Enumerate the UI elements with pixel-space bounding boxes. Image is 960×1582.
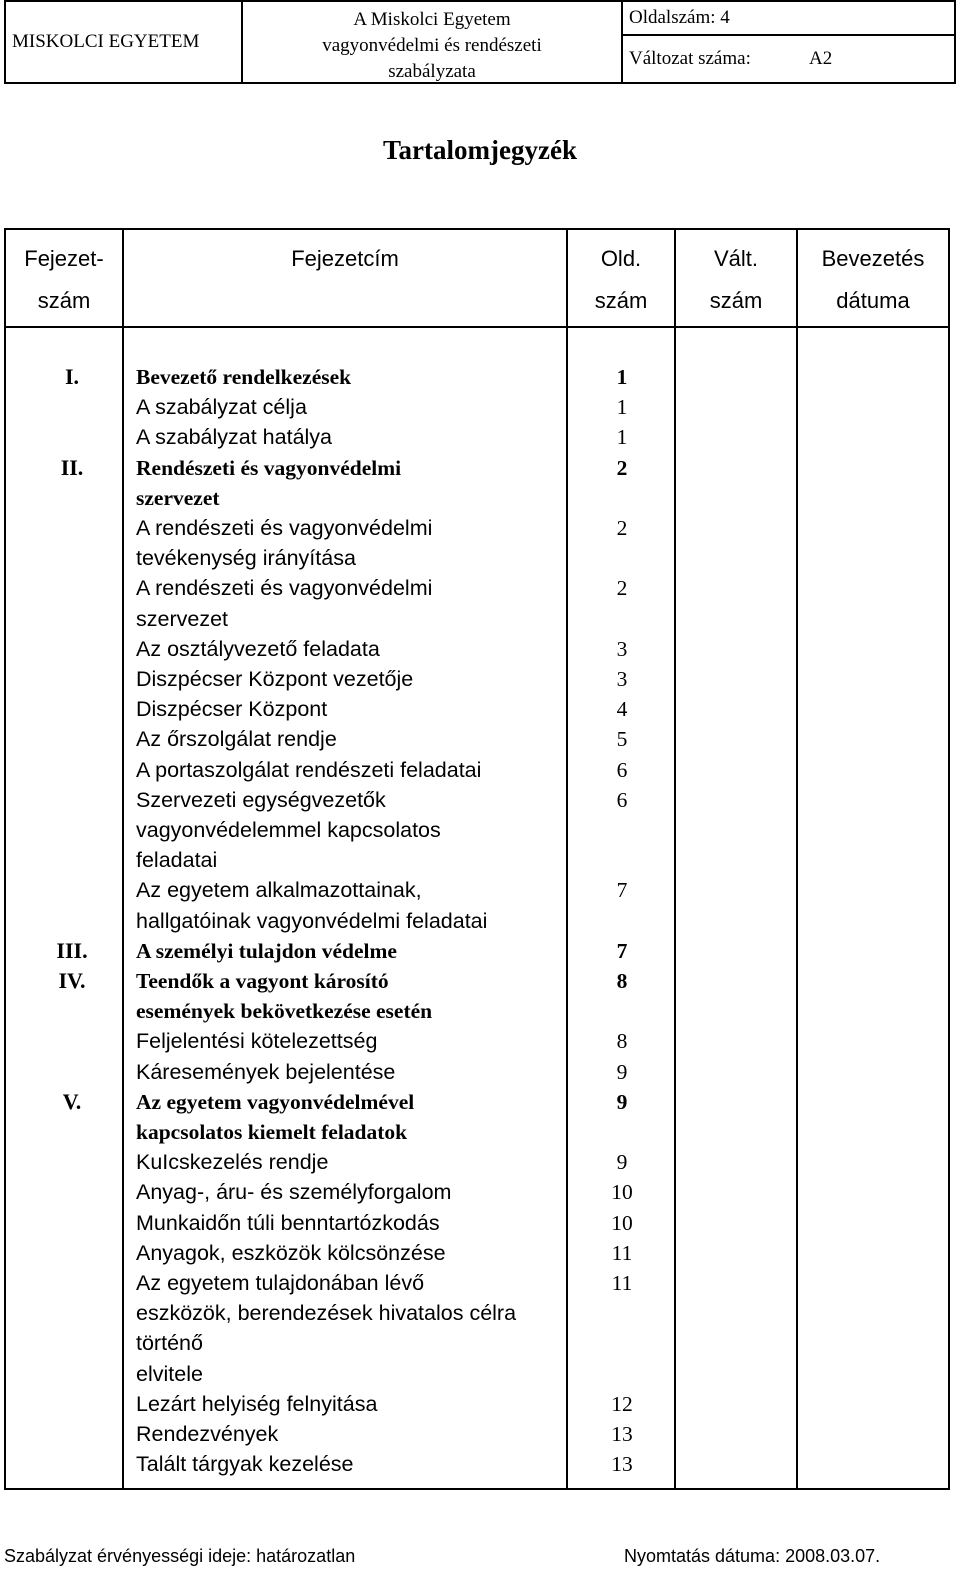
toc-entry-title: szervezet (136, 485, 220, 510)
page-number-label: Oldalszám: 4 (623, 2, 954, 36)
toc-entry-title: KuIcskezelés rendje (136, 1150, 329, 1175)
toc-column-divider (674, 228, 676, 1490)
toc-entry-page: 8 (616, 1029, 628, 1054)
toc-entry-title: Anyagok, eszközök kölcsönzése (136, 1240, 446, 1265)
toc-entry-page: 3 (616, 667, 628, 691)
col-header-intro-date-line-2: dátuma (836, 288, 910, 313)
toc-entry-page: 3 (616, 636, 628, 661)
toc-entry-page: 4 (616, 697, 628, 722)
toc-column-divider (566, 228, 568, 1490)
toc-entry-title: események bekövetkezése esetén (136, 999, 433, 1024)
toc-column-divider (796, 228, 798, 1490)
col-header-intro-date (798, 238, 948, 322)
toc-entry-title: történő (136, 1331, 203, 1356)
toc-entry-title: Lezárt helyiség felnyitása (136, 1391, 378, 1416)
toc-entry-page: 1 (616, 395, 628, 420)
toc-header-divider (4, 326, 950, 328)
toc-entry-title: A szabályzat hatálya (136, 425, 333, 450)
version-row (623, 36, 954, 82)
toc-chapter-number: V. (62, 1088, 82, 1114)
toc-entry-title: tevékenység irányítása (136, 546, 356, 571)
toc-entry-page: 9 (616, 1150, 628, 1175)
toc-entry-page: 13 (611, 1452, 633, 1477)
toc-entry-page: 2 (616, 516, 628, 540)
col-header-page-line-2: szám (594, 288, 648, 313)
document-title-block (243, 2, 623, 82)
toc-entry-title: Az osztályvezető feladata (136, 636, 380, 661)
toc-entry-title: feladatai (136, 848, 218, 873)
footer-print-date: Nyomtatás dátuma: 2008.03.07. (624, 1546, 881, 1566)
toc-entry-title: Rendezvények (136, 1422, 279, 1446)
toc-entry-page: 9 (616, 1059, 628, 1084)
toc-entry-title: Az egyetem vagyonvédelmével (136, 1089, 415, 1114)
col-header-version-line-1: Vált. (713, 246, 759, 271)
toc-entry-title: A rendészeti és vagyonvédelmi (136, 576, 433, 601)
toc-entry-page: 8 (616, 969, 628, 993)
col-header-intro-date-line-1: Bevezetés (821, 246, 925, 271)
toc-entry-title: Anyag-, áru- és személyforgalom (136, 1180, 452, 1205)
toc-entry-title: elvitele (136, 1361, 203, 1386)
toc-entry-page: 11 (611, 1240, 633, 1265)
toc-entry-title: Diszpécser Központ (136, 697, 328, 722)
university-name: MISKOLCI EGYETEM (6, 2, 243, 82)
col-header-version-line-2: szám (709, 288, 763, 313)
col-header-chapter-number-line-2: szám (37, 288, 91, 313)
toc-column-divider (122, 228, 124, 1490)
toc-entry-title: vagyonvédelemmel kapcsolatos (136, 818, 441, 842)
toc-entry-title: Bevezető rendelkezések (136, 365, 352, 389)
toc-entry-title: Rendészeti és vagyonvédelmi (136, 455, 402, 480)
toc-entry-title: Káresemények bejelentése (136, 1059, 396, 1084)
toc-entry-page: 2 (616, 576, 628, 601)
page-version-block (623, 2, 954, 82)
col-header-version (676, 238, 796, 322)
col-header-chapter-number (6, 238, 122, 322)
toc-entry-title: Szervezeti egységvezetők (136, 787, 386, 812)
toc-entry-page: 6 (616, 757, 628, 782)
toc-entry-title: A portaszolgálat rendészeti feladatai (136, 757, 482, 782)
toc-entry-page: 6 (616, 787, 628, 812)
col-header-chapter-title (124, 238, 566, 280)
toc-entry-title: kapcsolatos kiemelt feladatok (136, 1120, 408, 1144)
toc-chapter-number: IV. (58, 968, 86, 993)
toc-entry-page: 7 (616, 878, 628, 903)
toc-entry-page: 2 (616, 455, 628, 480)
toc-entry-title: Talált tárgyak kezelése (136, 1452, 354, 1477)
toc-chapter-number: I. (64, 364, 80, 389)
toc-entry-title: A személyi tulajdon védelme (136, 938, 397, 963)
toc-entry-page: 13 (611, 1422, 633, 1446)
toc-entry-page: 10 (611, 1180, 633, 1205)
toc-entry-title: Az őrszolgálat rendje (136, 727, 337, 752)
document-header (4, 0, 956, 84)
col-header-chapter-number-line-1: Fejezet- (24, 246, 104, 271)
toc-chapter-number: III. (56, 937, 88, 963)
document-title-line-3: szabályzata (388, 61, 476, 82)
toc-entry-title: Diszpécser Központ vezetője (136, 667, 414, 691)
footer-validity: Szabályzat érvényességi ideje: határozatlan (4, 1546, 356, 1566)
toc-entry-page: 7 (616, 938, 628, 963)
toc-entry-title: Az egyetem alkalmazottainak, (136, 878, 422, 903)
toc-entry-page: 1 (616, 425, 628, 450)
document-title-line-2: vagyonvédelmi és rendészeti (322, 35, 542, 56)
toc-entry-page: 12 (611, 1391, 633, 1416)
toc-entry-title: A rendészeti és vagyonvédelmi (136, 516, 433, 540)
toc-entry-title: hallgatóinak vagyonvédelmi feladatai (136, 908, 488, 933)
col-header-page (568, 238, 674, 322)
toc-entry-title: Teendők a vagyont károsító (136, 969, 389, 993)
toc-entry-title: eszközök, berendezések hivatalos célra (136, 1301, 517, 1326)
version-value: A2 (809, 48, 833, 69)
toc-entry-title: Az egyetem tulajdonában lévő (136, 1271, 425, 1295)
document-title-line-1: A Miskolci Egyetem (353, 9, 511, 30)
col-header-chapter-title-line-1: Fejezetcím (291, 246, 399, 271)
toc-chapter-number: II. (60, 454, 84, 480)
col-header-page-line-1: Old. (600, 246, 642, 271)
version-label: Változat száma: (629, 48, 751, 69)
toc-entry-page: 11 (611, 1271, 633, 1295)
toc-entry-title: A szabályzat célja (136, 395, 307, 420)
toc-entry-title: Feljelentési kötelezettség (136, 1029, 378, 1054)
toc-entry-page: 5 (616, 727, 628, 752)
toc-entry-page: 10 (611, 1210, 633, 1235)
toc-entry-title: szervezet (136, 606, 229, 631)
toc-entry-page: 9 (616, 1089, 628, 1114)
toc-entry-page: 1 (616, 365, 628, 389)
toc-entry-title: Munkaidőn túli benntartózkodás (136, 1210, 440, 1235)
page-title: Tartalomjegyzék (383, 135, 577, 165)
